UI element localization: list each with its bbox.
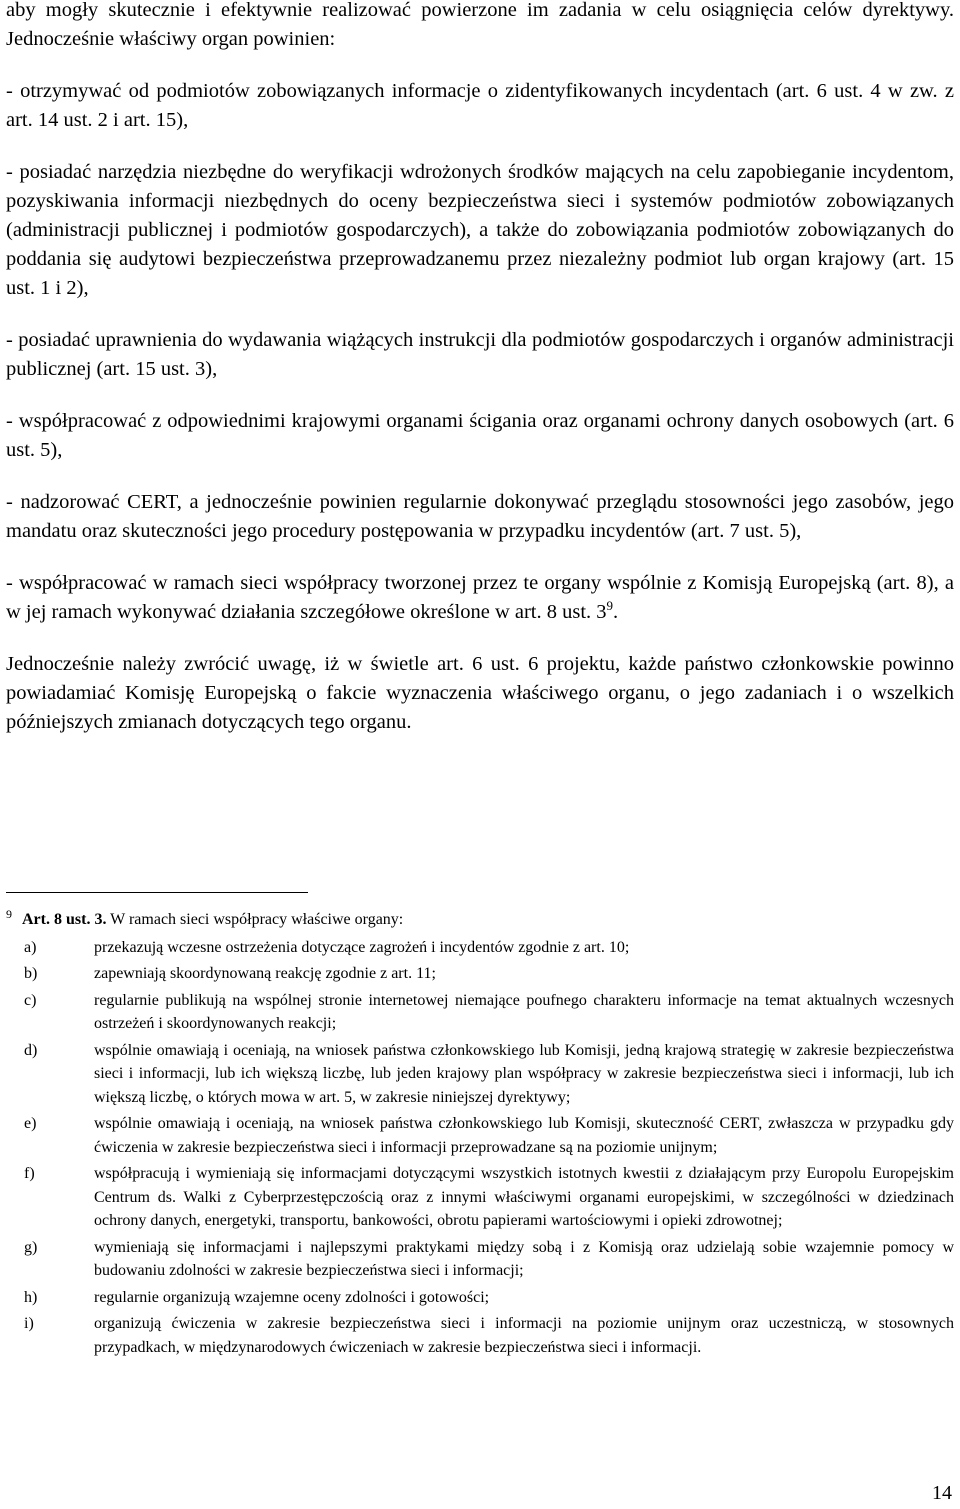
list-item-text: wspólnie omawiają i oceniają, na wniosek państwa członkowskiego lub Komisji, jedną krajową strategię w zakresie bezpieczeństwa sieci i informacji, lub ich większą liczbę, lub jeden krajowy plan współpracy w zakresie bezpieczeństwa sieci i informacji, lub ich większą liczbę, o których mowa w art. 5, w zakresie niniejszej dyrektywy; <box>94 1041 954 1106</box>
list-item-letter: i) <box>24 1315 34 1332</box>
footnote-item-b <box>6 962 954 986</box>
list-item-text: zapewniają skoordynowaną reakcję zgodnie z art. 11; <box>94 965 436 982</box>
footnote-reference[interactable]: 9 <box>606 598 614 614</box>
footnote-separator <box>6 892 308 893</box>
list-item-letter: e) <box>24 1115 37 1132</box>
list-item-letter: g) <box>24 1238 38 1256</box>
footnote-article-ref: Art. 8 ust. 3. <box>22 911 107 928</box>
page-number: 14 <box>932 1482 952 1504</box>
footnote-item-e <box>6 1112 954 1159</box>
list-item-text: współpracują i wymieniają się informacjami dotyczącymi wszystkich istotnych kwestii z działającym przy Europolu Europejskim Centrum ds. Walki z Cyberprzestępczością oraz z innymi właściwymi organami europejskimi, w szczególności w dziedzinach ochrony danych, energetyki, transportu, bankowości, obrotu papierami wartościowymi i opieki zdrowotnej; <box>94 1165 954 1229</box>
list-item-letter: f) <box>24 1165 35 1182</box>
footnote-list <box>6 936 954 1360</box>
footnote-section <box>6 908 954 1362</box>
footnote-item-c <box>6 989 954 1036</box>
footnote-intro: W ramach sieci współpracy właściwe organy: <box>106 911 404 928</box>
list-item-text: wspólnie omawiają i oceniają, na wniosek państwa członkowskiego lub Komisji, skuteczność CERT, zwłaszcza w przypadku gdy ćwiczenia w zakresie bezpieczeństwa sieci i informacji przeprowadzane są na poziomie unijnym; <box>94 1115 954 1156</box>
paragraph-receive-information: - otrzymywać od podmiotów zobowiązanych informacje o zidentyfikowanych incydentach (art. 6 ust. 4 w zw. z art. 14 ust. 2 i art. 15), <box>6 80 954 131</box>
list-item-text: przekazują wczesne ostrzeżenia dotyczące zagrożeń i incydentów zgodnie z art. 10; <box>94 938 630 956</box>
paragraph-cert-supervision: - nadzorować CERT, a jednocześnie powinien regularnie dokonywać przeglądu stosowności jego zasobów, jego mandatu oraz skuteczności jego procedury postępowania w przypadku incydentów (art. 7 ust. 5), <box>6 491 954 542</box>
document-page <box>6 0 954 1509</box>
paragraph-closing: Jednocześnie należy zwrócić uwagę, iż w świetle art. 6 ust. 6 projektu, każde państwo członkowskie powinno powiadamiać Komisję Europejską o fakcie wyznaczenia właściwego organu, o jego zadaniach i o wszelkich późniejszych zmianach dotyczących tego organu. <box>6 653 954 733</box>
paragraph-law-enforcement: - współpracować z odpowiednimi krajowymi organami ścigania oraz organami ochrony danych osobowych (art. 6 ust. 5), <box>6 410 954 461</box>
list-item-text: regularnie publikują na wspólnej stronie internetowej niemające poufnego charakteru informacje na temat aktualnych wczesnych ostrzeżeń i skoordynowanych reakcji; <box>94 991 954 1032</box>
paragraph-cooperation-network <box>6 569 954 627</box>
footnote-item-h <box>6 1286 954 1310</box>
footnote-number: 9 <box>6 906 12 921</box>
list-item-letter: d) <box>24 1041 38 1059</box>
footnote-item-i <box>6 1312 954 1359</box>
list-item-text: wymieniają się informacjami i najlepszymi praktykami między sobą i z Komisją oraz udzielają sobie wzajemnie pomocy w budowaniu zdolności w zakresie bezpieczeństwa sieci i informacji; <box>94 1238 954 1279</box>
footnote-item-f <box>6 1162 954 1233</box>
paragraph-binding-instructions: - posiadać uprawnienia do wydawania wiążących instrukcji dla podmiotów gospodarczych i organów administracji publicznej (art. 15 ust. 3), <box>6 329 954 380</box>
main-text <box>6 0 954 737</box>
footnote-item-g <box>6 1236 954 1283</box>
footnote-heading <box>6 908 954 932</box>
list-item-letter: b) <box>24 965 38 982</box>
list-item-text: regularnie organizują wzajemne oceny zdolności i gotowości; <box>94 1288 490 1306</box>
cooperation-text: - współpracować w ramach sieci współpracy tworzonej przez te organy wspólnie z Komisją Europejską (art. 8), a w jej ramach wykonywać działania szczegółowe określone w art. 8 ust. 3 <box>6 572 954 623</box>
list-item-letter: c) <box>24 991 37 1009</box>
paragraph-verification-tools: - posiadać narzędzia niezbędne do weryfikacji wdrożonych środków mających na celu zapobieganie incydentom, pozyskiwania informacji niezbędnych do oceny bezpieczeństwa sieci i systemów podmiotów zobowiązanych (administracji publicznej i podmiotów gospodarczych), a także do zobowiązania podmiotów zobowiązanych do poddania się audytowi bezpieczeństwa przeprowadzanemu przez niezależny podmiot lub organ krajowy (art. 15 ust. 1 i 2), <box>6 161 954 299</box>
footnote-item-d <box>6 1039 954 1110</box>
list-item-letter: a) <box>24 938 37 956</box>
list-item-text: organizują ćwiczenia w zakresie bezpieczeństwa sieci i informacji na poziomie unijnym oraz uczestniczą, w stosownych przypadkach, w międzynarodowych ćwiczeniach w zakresie bezpieczeństwa sieci i informacji. <box>94 1315 954 1356</box>
footnote-item-a <box>6 936 954 960</box>
cooperation-end: . <box>613 601 619 623</box>
list-item-letter: h) <box>24 1288 38 1306</box>
paragraph-intro: aby mogły skutecznie i efektywnie realizować powierzone im zadania w celu osiągnięcia celów dyrektywy. Jednocześnie właściwy organ powinien: <box>6 0 954 50</box>
